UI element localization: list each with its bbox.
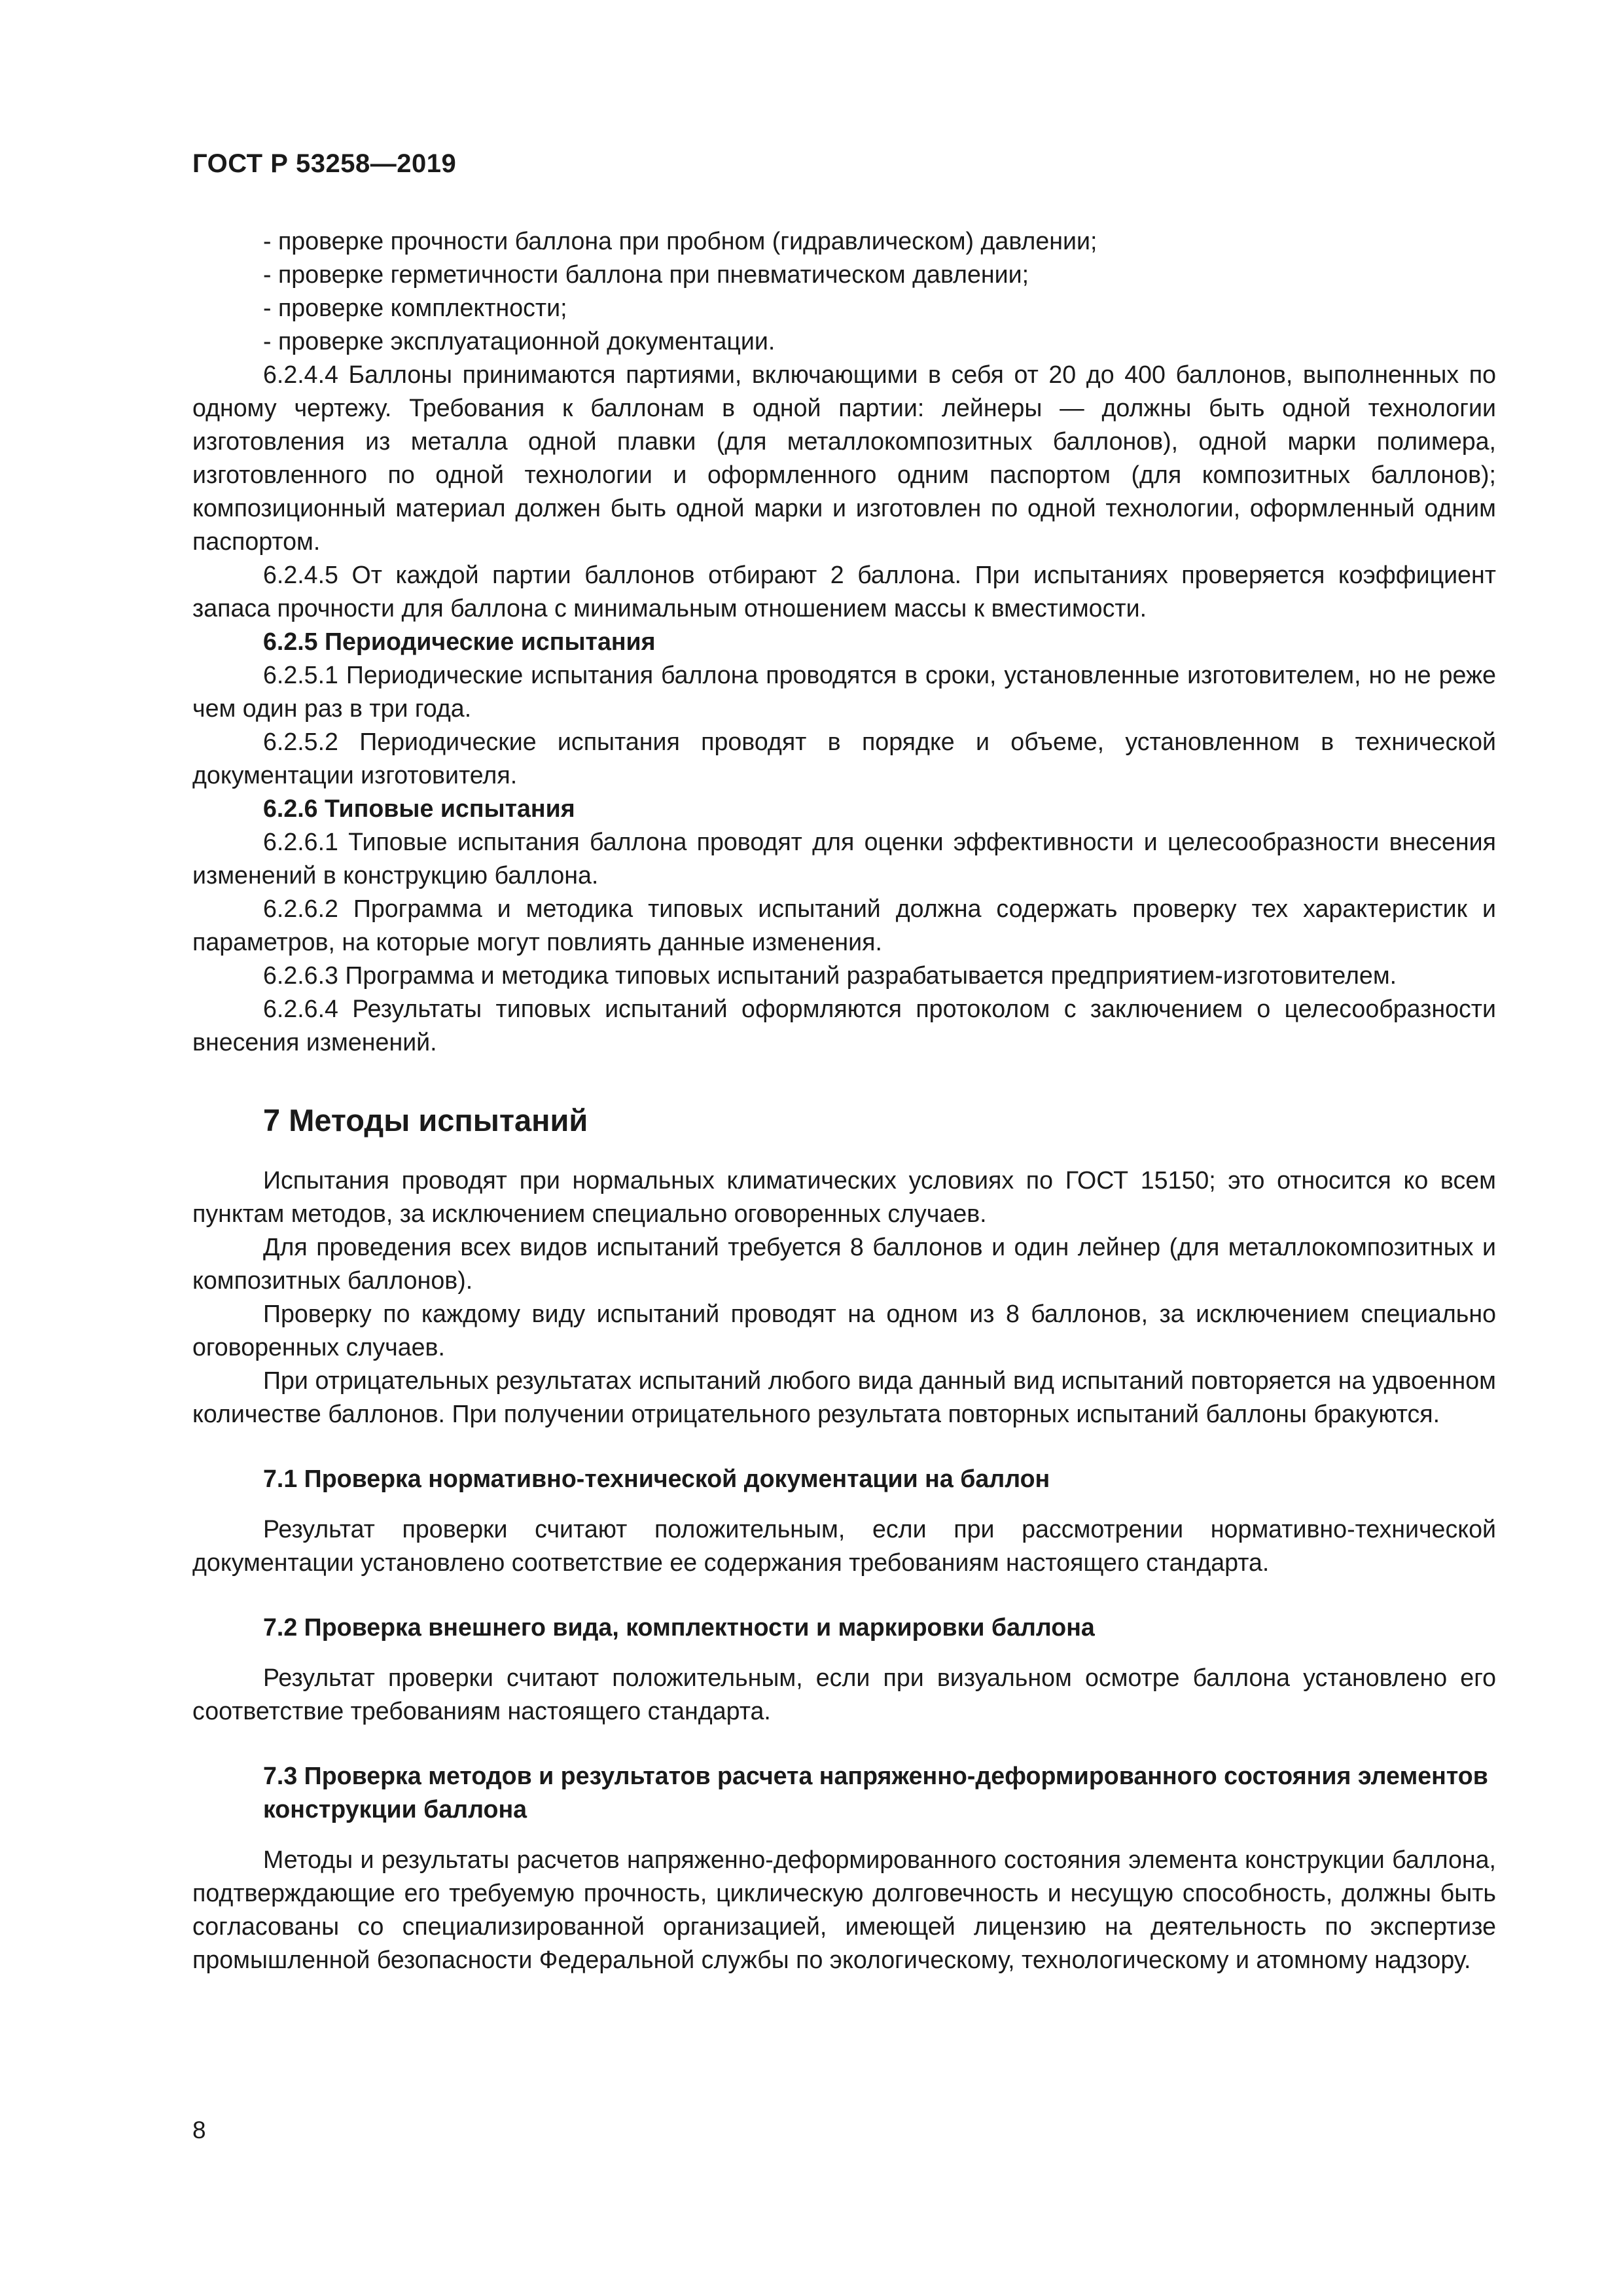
section-7-paragraph: Проверку по каждому виду испытаний проводят на одном из 8 баллонов, за исключением специально оговоренных случаев. bbox=[192, 1300, 1496, 1361]
list-item: - проверке эксплуатационной документации. bbox=[263, 327, 776, 355]
paragraph-6-2-4-4: 6.2.4.4 Баллоны принимаются партиями, включающими в себя от 20 до 400 баллонов, выполненных по одному чертежу. Требования к баллонам в одной партии: лейнеры — должны быть одной технологии изготовления из металла одной плавки (для металлокомпозитных баллонов), одной марки полимера, изготовленного по одной технологии и оформленного одним паспортом (для композитных баллонов); композиционный материал должен быть одной марки и изготовлен по одной технологии, оформленный одним паспортом. bbox=[192, 361, 1496, 555]
page-content bbox=[192, 224, 1496, 1977]
list-item: - проверке комплектности; bbox=[263, 294, 567, 321]
heading-6-2-5: 6.2.5 Периодические испытания bbox=[263, 628, 656, 655]
paragraph-6-2-4-5: 6.2.4.5 От каждой партии баллонов отбирают 2 баллона. При испытаниях проверяется коэффициент запаса прочности для баллона с минимальным отношением массы к вместимости. bbox=[192, 561, 1496, 622]
heading-7-3: 7.3 Проверка методов и результатов расчета напряженно-деформированного состояния элементов конструкции баллона bbox=[263, 1762, 1488, 1823]
heading-6-2-6: 6.2.6 Типовые испытания bbox=[263, 795, 575, 822]
paragraph-6-2-6-4: 6.2.6.4 Результаты типовых испытаний оформляются протоколом с заключением о целесообразности внесения изменений. bbox=[192, 995, 1496, 1056]
heading-7-1: 7.1 Проверка нормативно-технической документации на баллон bbox=[263, 1465, 1050, 1492]
section-7-paragraph: Испытания проводят при нормальных климатических условиях по ГОСТ 15150; это относится ко всем пунктам методов, за исключением специально оговоренных случаев. bbox=[192, 1166, 1496, 1227]
document-header: ГОСТ Р 53258—2019 bbox=[192, 149, 457, 178]
list-item: - проверке прочности баллона при пробном (гидравлическом) давлении; bbox=[263, 227, 1097, 255]
paragraph-6-2-5-2: 6.2.5.2 Периодические испытания проводят в порядке и объеме, установленном в технической документации изготовителя. bbox=[192, 728, 1496, 789]
paragraph-6-2-6-1: 6.2.6.1 Типовые испытания баллона проводят для оценки эффективности и целесообразности внесения изменений в конструкцию баллона. bbox=[192, 828, 1496, 889]
page-number: 8 bbox=[192, 2117, 206, 2144]
section-7-paragraph: При отрицательных результатах испытаний любого вида данный вид испытаний повторяется на удвоенном количестве баллонов. При получении отрицательного результата повторных испытаний баллоны бракуются. bbox=[192, 1367, 1496, 1427]
paragraph-7-3: Методы и результаты расчетов напряженно-деформированного состояния элемента конструкции баллона, подтверждающие его требуемую прочность, циклическую долговечность и несущую способность, должны быть согласованы со специализированной организацией, имеющей лицензию на деятельность по экспертизе промышленной безопасности Федеральной службы по экологическому, технологическому и атомному надзору. bbox=[192, 1846, 1496, 1973]
list-item: - проверке герметичности баллона при пневматическом давлении; bbox=[263, 260, 1029, 288]
paragraph-6-2-6-3: 6.2.6.3 Программа и методика типовых испытаний разрабатывается предприятием-изготовителем. bbox=[263, 961, 1397, 989]
section-7-title: 7 Методы испытаний bbox=[263, 1103, 588, 1138]
heading-7-2: 7.2 Проверка внешнего вида, комплектности и маркировки баллона bbox=[263, 1613, 1095, 1641]
section-7-paragraph: Для проведения всех видов испытаний требуется 8 баллонов и один лейнер (для металлокомпозитных и композитных баллонов). bbox=[192, 1233, 1496, 1294]
paragraph-7-2: Результат проверки считают положительным, если при визуальном осмотре баллона установлено его соответствие требованиям настоящего стандарта. bbox=[192, 1664, 1496, 1725]
paragraph-7-1: Результат проверки считают положительным, если при рассмотрении нормативно-технической документации установлено соответствие ее содержания требованиям настоящего стандарта. bbox=[192, 1515, 1496, 1576]
paragraph-6-2-5-1: 6.2.5.1 Периодические испытания баллона проводятся в сроки, установленные изготовителем, но не реже чем один раз в три года. bbox=[192, 661, 1496, 722]
paragraph-6-2-6-2: 6.2.6.2 Программа и методика типовых испытаний должна содержать проверку тех характеристик и параметров, на которые могут повлиять данные изменения. bbox=[192, 895, 1496, 956]
